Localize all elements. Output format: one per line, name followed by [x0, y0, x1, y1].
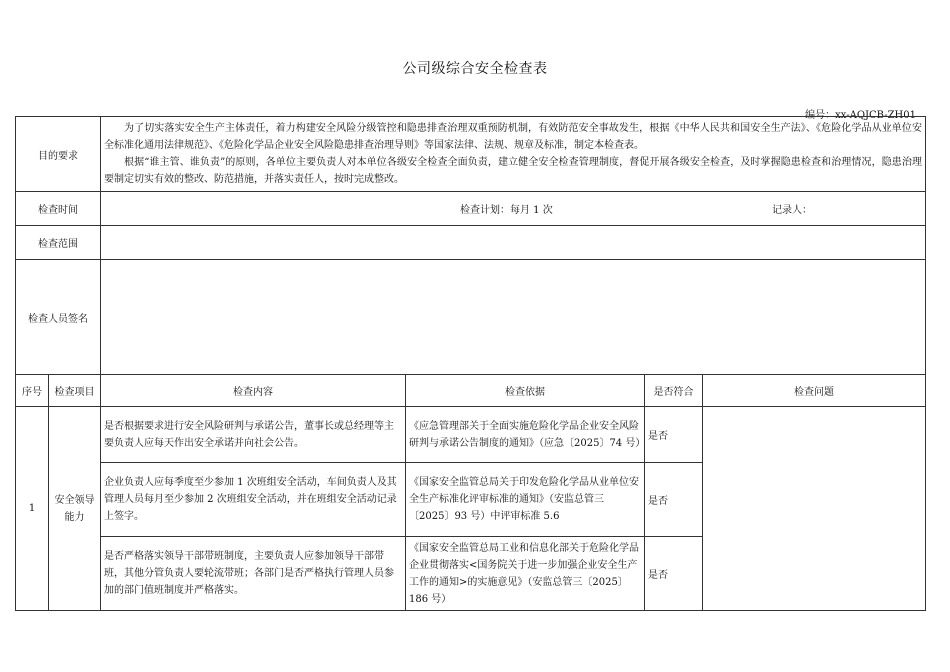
- page-title: 公司级综合安全检查表: [402, 61, 548, 77]
- check-content: 是否严格落实领导干部带班制度，主要负责人应参加领导干部带班，其他分管负责人要轮流带班；各部门是否严格执行管理人员参加的部门值班制度并严格落实。: [101, 537, 406, 611]
- time-value[interactable]: [101, 192, 926, 226]
- scope-field[interactable]: [101, 226, 926, 260]
- purpose-label: 目的要求: [16, 117, 101, 192]
- inspection-table: [15, 116, 926, 611]
- check-item: 安全领导能力: [49, 407, 101, 611]
- check-basis: 《国家安全监管总局工业和信息化部关于危险化学品企业贯彻落实<国务院关于进一步加强企业安全生产工作的通知>的实施意见》（安监总管三〔2025〕186 号）: [406, 537, 645, 611]
- signature-row: [16, 260, 926, 375]
- scope-row: [16, 226, 926, 260]
- table-row: [16, 407, 926, 463]
- col-header-content: 检查内容: [101, 375, 406, 407]
- scope-label: 检查范围: [16, 226, 101, 260]
- col-header-issue: 检查问题: [703, 375, 926, 407]
- col-header-conform: 是否符合: [645, 375, 703, 407]
- conform-cell[interactable]: 是否: [645, 463, 703, 537]
- purpose-text: [101, 117, 926, 192]
- time-label: 检查时间: [16, 192, 101, 226]
- issue-field[interactable]: [703, 407, 926, 611]
- purpose-row: [16, 117, 926, 192]
- col-header-basis: 检查依据: [406, 375, 645, 407]
- signature-field[interactable]: [101, 260, 926, 375]
- check-content: 是否根据要求进行安全风险研判与承诺公告，董事长或总经理等主要负责人应每天作出安全承诺并向社会公告。: [101, 407, 406, 463]
- check-plan: 检查计划：每月 1 次: [460, 205, 553, 216]
- signature-label: 检查人员签名: [16, 260, 101, 375]
- conform-cell[interactable]: 是否: [645, 537, 703, 611]
- document-code: 编号：xx-AQJCB-ZH01: [805, 110, 916, 121]
- check-basis: 《应急管理部关于全面实施危险化学品企业安全风险研判与承诺公告制度的通知》（应急〔2025〕74 号）: [406, 407, 645, 463]
- time-row: [16, 192, 926, 226]
- col-header-item: 检查项目: [49, 375, 101, 407]
- header-row: [16, 375, 926, 407]
- col-header-no: 序号: [16, 375, 49, 407]
- conform-cell[interactable]: 是否: [645, 407, 703, 463]
- recorder-label: 记录人：: [772, 205, 812, 216]
- purpose-paragraph: 根据“谁主管、谁负责”的原则，各单位主要负责人对本单位各级安全检查全面负责，建立健全安全检查管理制度，督促开展各级安全检查，及时掌握隐患检查和治理情况，隐患治理要制定切实有效的整改、防范措施，并落实责任人，按时完成整改。: [104, 157, 922, 185]
- row-number: 1: [16, 407, 49, 611]
- purpose-paragraph: 为了切实落实安全生产主体责任，着力构建安全风险分级管控和隐患排查治理双重预防机制，有效防范安全事故发生，根据《中华人民共和国安全生产法》、《危险化学品从业单位安全标准化通用法律规范》、《危险化学品企业安全风险隐患排查治理导则》等国家法律、法规、规章及标准，制定本检查表。: [104, 123, 922, 151]
- check-basis: 《国家安全监管总局关于印发危险化学品从业单位安全生产标准化评审标准的通知》（安监总管三〔2025〕93 号）中评审标准 5.6: [406, 463, 645, 537]
- check-content: 企业负责人应每季度至少参加 1 次班组安全活动，车间负责人及其管理人员每月至少参加 2 次班组安全活动，并在班组安全活动记录上签字。: [101, 463, 406, 537]
